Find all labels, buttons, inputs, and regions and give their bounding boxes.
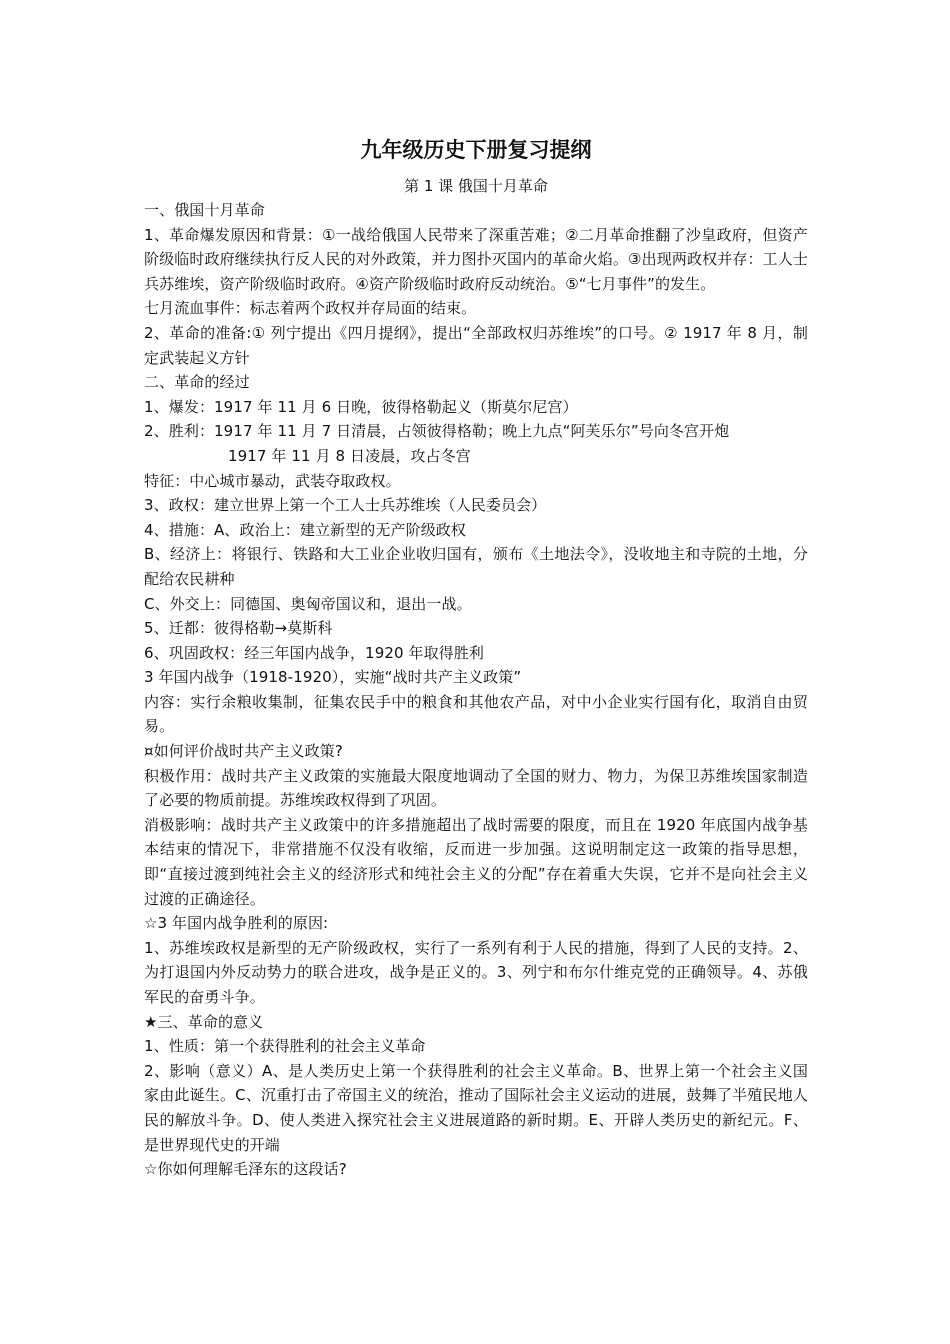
- paragraph: 内容：实行余粮收集制，征集农民手中的粮食和其他农产品，对中小企业实行国有化，取消自由贸易。: [144, 692, 808, 736]
- paragraph: 2、影响（意义）A、是人类历史上第一个获得胜利的社会主义革命。B、世界上第一个社会主义国家由此诞生。C、沉重打击了帝国主义的统治，推动了国际社会主义运动的进展，鼓舞了半殖民地人民的解放斗争。D、使人类进入探究社会主义进展道路的新时期。E、开辟人类历史的新纪元。F、是世界现代史的开端: [144, 1061, 808, 1154]
- paragraph: 3 年国内战争（1918-1920），实施“战时共产主义政策”: [144, 668, 522, 687]
- paragraph: 积极作用：战时共产主义政策的实施最大限度地调动了全国的财力、物力，为保卫苏维埃国家制造了必要的物质前提。苏维埃政权得到了巩固。: [144, 766, 808, 810]
- paragraph: 6、巩固政权：经三年国内战争，1920 年取得胜利: [144, 643, 484, 662]
- paragraph: B、经济上：将银行、铁路和大工业企业收归国有，颁布《土地法令》，没收地主和寺院的土地，分配给农民耕种: [144, 545, 808, 588]
- document-body: [144, 198, 808, 1182]
- paragraph: 1、性质：第一个获得胜利的社会主义革命: [144, 1037, 426, 1056]
- paragraph: 1917 年 11 月 8 日凌晨，攻占冬宫: [228, 446, 471, 465]
- lesson-title: 第 1 课 俄国十月革命: [404, 177, 548, 195]
- paragraph: 1、苏维埃政权是新型的无产阶级政权，实行了一系列有利于人民的措施，得到了人民的支持。2、为打退国内外反动势力的联合进攻，战争是正义的。3、列宁和布尔什维克党的正确领导。4、苏俄军民的奋勇斗争。: [144, 938, 808, 1006]
- document-title: 九年级历史下册复习提纲: [360, 138, 592, 162]
- paragraph: ★三、革命的意义: [144, 1012, 264, 1031]
- paragraph: ☆你如何理解毛泽东的这段话?: [144, 1160, 347, 1179]
- paragraph: 3、政权：建立世界上第一个工人士兵苏维埃（人民委员会）: [144, 496, 547, 515]
- paragraph: ☆3 年国内战争胜利的原因:: [144, 914, 329, 933]
- paragraph: 特征：中心城市暴动，武装夺取政权。: [144, 471, 401, 490]
- paragraph: 2、革命的准备:① 列宁提出《四月提纲》，提出“全部政权归苏维埃”的口号。② 1917 年 8 月，制定武装起义方针: [144, 323, 808, 367]
- paragraph: 一、俄国十月革命: [144, 201, 265, 219]
- paragraph: C、外交上：同德国、奥匈帝国议和，退出一战。: [144, 594, 472, 613]
- paragraph: 1、革命爆发原因和背景：①一战给俄国人民带来了深重苦难；②二月革命推翻了沙皇政府，但资产阶级临时政府继续执行反人民的对外政策，并力图扑灭国内的革命火焰。③出现两政权并存：工人士兵苏维埃，资产阶级临时政府。④资产阶级临时政府反动统治。⑤“七月事件”的发生。: [144, 225, 808, 293]
- document-page: [144, 136, 808, 1182]
- paragraph: 4、措施：A、政治上：建立新型的无产阶级政权: [144, 520, 467, 539]
- paragraph: 2、胜利：1917 年 11 月 7 日清晨，占领彼得格勒；晚上九点“阿芙乐尔”号向冬宫开炮: [144, 422, 730, 441]
- paragraph: 5、迁都：彼得格勒→莫斯科: [144, 619, 333, 638]
- paragraph: ¤如何评价战时共产主义政策?: [144, 742, 343, 761]
- paragraph: 二、革命的经过: [144, 373, 250, 392]
- paragraph: 消极影响：战时共产主义政策中的许多措施超出了战时需要的限度，而且在 1920 年底国内战争基本结束的情况下，非常措施不仅没有收缩，反而进一步加强。这说明制定这一政策的指导思想，即“直接过渡到纯社会主义的经济形式和纯社会主义的分配”存在着重大失误，它并不是向社会主义过渡的正确途径。: [144, 815, 808, 908]
- paragraph: 1、爆发：1917 年 11 月 6 日晚，彼得格勒起义（斯莫尔尼宫）: [144, 397, 578, 416]
- paragraph: 七月流血事件：标志着两个政权并存局面的结束。: [144, 299, 477, 318]
